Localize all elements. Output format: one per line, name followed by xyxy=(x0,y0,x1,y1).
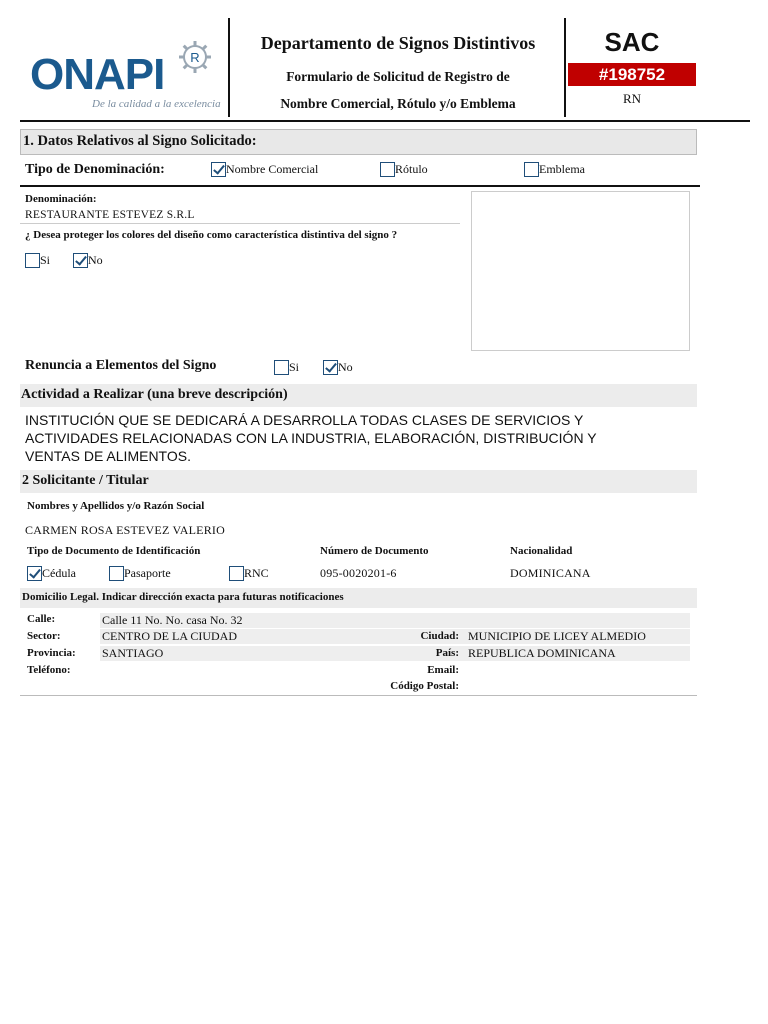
provincia-label: Provincia: xyxy=(27,647,76,659)
checkbox-colores-no[interactable] xyxy=(73,253,88,268)
actividad-description xyxy=(25,411,597,465)
nombres-label: Nombres y Apellidos y/o Razón Social xyxy=(27,500,205,512)
header-divider-left xyxy=(228,18,230,117)
onapi-logo xyxy=(30,36,225,116)
section1-title: 1. Datos Relativos al Signo Solicitado: xyxy=(20,129,697,155)
department-title: Departamento de Signos Distintivos xyxy=(260,33,536,53)
actividad-line1: INSTITUCIÓN QUE SE DEDICARÁ A DESARROLLA TODAS CLASES DE SERVICIOS Y xyxy=(25,412,584,428)
checkbox-pasaporte[interactable] xyxy=(109,566,124,581)
checkbox-renuncia-si[interactable] xyxy=(274,360,289,375)
actividad-line3: VENTAS DE ALIMENTOS. xyxy=(25,448,191,464)
colores-question: ¿ Desea proteger los colores del diseño como característica distintiva del signo ? xyxy=(25,229,398,241)
section1-rule xyxy=(20,185,700,187)
calle-label: Calle: xyxy=(27,613,56,625)
denominacion-value: RESTAURANTE ESTEVEZ S.R.L xyxy=(25,209,195,221)
checkbox-renuncia-no[interactable] xyxy=(323,360,338,375)
provincia-value: SANTIAGO xyxy=(102,646,164,660)
sector-value: CENTRO DE LA CIUDAD xyxy=(102,629,237,643)
sac-label: SAC xyxy=(604,27,660,57)
ciudad-value: MUNICIPIO DE LICEY ALMEDIO xyxy=(468,629,646,643)
logo-image-box xyxy=(471,191,690,351)
option-renuncia-no[interactable]: No xyxy=(323,359,353,375)
tipo-denominacion-label: Tipo de Denominación: xyxy=(25,162,165,177)
logo-text: ONAPI xyxy=(30,50,165,99)
email-label: Email: xyxy=(427,664,459,676)
ciudad-label: Ciudad: xyxy=(420,630,459,642)
sac-number-badge: #198752 xyxy=(568,63,696,86)
checkbox-emblema[interactable] xyxy=(524,162,539,177)
registered-gear-icon xyxy=(178,40,212,74)
form-bottom-rule xyxy=(20,695,697,696)
form-title-line2: Nombre Comercial, Rótulo y/o Emblema xyxy=(280,96,516,111)
option-colores-no[interactable]: No xyxy=(73,252,103,268)
nacionalidad-value: DOMINICANA xyxy=(510,566,591,580)
logo-tagline: De la calidad a la excelencia xyxy=(92,98,221,110)
tipo-documento-label: Tipo de Documento de Identificación xyxy=(27,545,201,557)
denominacion-label: Denominación: xyxy=(25,193,97,205)
actividad-title: Actividad a Realizar (una breve descripción) xyxy=(20,384,697,407)
rn-label: RN xyxy=(622,91,642,106)
form-title-line1: Formulario de Solicitud de Registro de xyxy=(286,69,510,84)
option-pasaporte[interactable]: Pasaporte xyxy=(109,565,171,581)
nacionalidad-label: Nacionalidad xyxy=(510,545,573,557)
codigo-postal-label: Código Postal: xyxy=(390,680,459,692)
checkbox-rotulo[interactable] xyxy=(380,162,395,177)
calle-value: Calle 11 No. No. casa No. 32 xyxy=(102,613,243,627)
option-renuncia-si[interactable]: Si xyxy=(274,359,299,375)
pais-label: País: xyxy=(435,647,459,659)
checkbox-cedula[interactable] xyxy=(27,566,42,581)
actividad-line2: ACTIVIDADES RELACIONADAS CON LA INDUSTRIA, ELABORACIÓN, DISTRIBUCIÓN Y xyxy=(25,430,597,446)
header-divider-right xyxy=(564,18,566,117)
sector-label: Sector: xyxy=(27,630,61,642)
section2-title: 2 Solicitante / Titular xyxy=(20,470,697,493)
header-bottom-rule xyxy=(20,120,750,122)
numero-documento-label: Número de Documento xyxy=(320,545,429,557)
telefono-label: Teléfono: xyxy=(27,664,71,676)
option-colores-si[interactable]: Si xyxy=(25,252,50,268)
denominacion-underline xyxy=(20,223,460,224)
numero-documento-value: 095-0020201-6 xyxy=(320,566,397,580)
option-rnc[interactable]: RNC xyxy=(229,565,269,581)
checkbox-colores-si[interactable] xyxy=(25,253,40,268)
option-emblema[interactable]: Emblema xyxy=(524,161,585,177)
registered-mark: R xyxy=(190,50,200,65)
option-rotulo[interactable]: Rótulo xyxy=(380,161,428,177)
domicilio-title: Domicilio Legal. Indicar dirección exacta para futuras notificaciones xyxy=(20,588,697,608)
checkbox-nombre-comercial[interactable] xyxy=(211,162,226,177)
option-cedula[interactable]: Cédula xyxy=(27,565,76,581)
nombres-value: CARMEN ROSA ESTEVEZ VALERIO xyxy=(25,523,225,537)
renuncia-label: Renuncia a Elementos del Signo xyxy=(25,358,217,373)
option-nombre-comercial[interactable]: Nombre Comercial xyxy=(211,161,318,177)
checkbox-rnc[interactable] xyxy=(229,566,244,581)
pais-value: REPUBLICA DOMINICANA xyxy=(468,646,616,660)
